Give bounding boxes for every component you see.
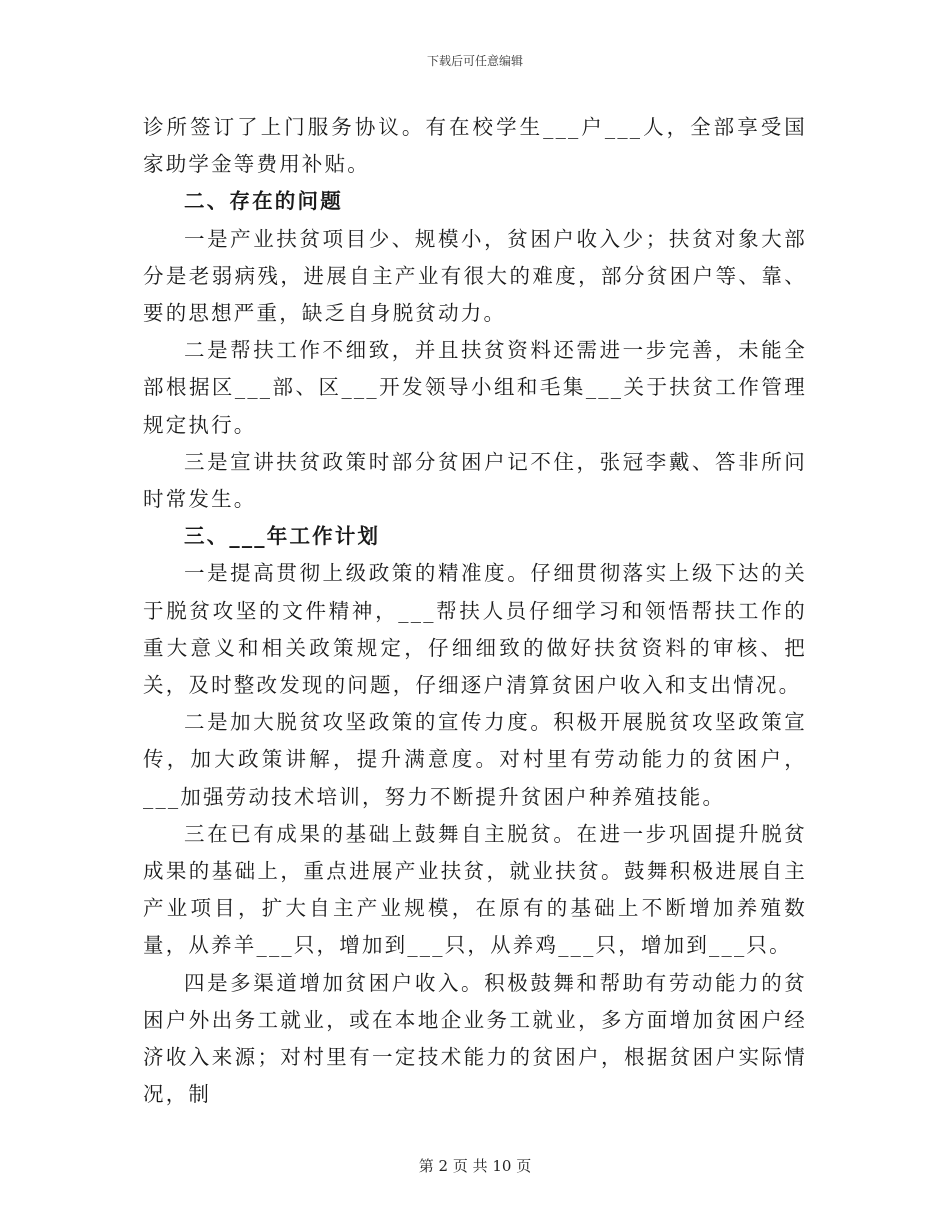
paragraph-plan-1: 一是提高贯彻上级政策的精准度。仔细贯彻落实上级下达的关于脱贫攻坚的文件精神，___帮扶人员仔细学习和领悟帮扶工作的重大意义和相关政策规定，仔细细致的做好扶贫资料的审核、把关，及时整改发现的问题，仔细逐户清算贫困户收入和支出情况。 bbox=[143, 561, 807, 698]
paragraph-plan-4: 四是多渠道增加贫困户收入。积极鼓舞和帮助有劳动能力的贫困户外出务工就业，或在本地企业务工就业，多方面增加贫困户经济收入来源；对村里有一定技术能力的贫困户，根据贫困户实际情况，制 bbox=[143, 970, 807, 1107]
paragraph-plan-2: 二是加大脱贫攻坚政策的宣传力度。积极开展脱贫攻坚政策宣传，加大政策讲解，提升满意度。对村里有劳动能力的贫困户，___加强劳动技术培训，努力不断提升贫困户种养殖技能。 bbox=[143, 710, 807, 809]
page-footer: 第 2 页 共 10 页 bbox=[418, 1157, 532, 1175]
section-heading-work-plan: 三、___年工作计划 bbox=[184, 524, 381, 549]
paragraph-problem-2: 二是帮扶工作不细致，并且扶贫资料还需进一步完善，未能全部根据区___部、区___开发领导小组和毛集___关于扶贫工作管理规定执行。 bbox=[143, 338, 807, 437]
paragraph-problem-1: 一是产业扶贫项目少、规模小，贫困户收入少；扶贫对象大部分是老弱病残，进展自主产业有很大的难度，部分贫困户等、靠、要的思想严重，缺乏自身脱贫动力。 bbox=[143, 226, 807, 326]
paragraph-plan-3: 三在已有成果的基础上鼓舞自主脱贫。在进一步巩固提升脱贫成果的基础上，重点进展产业扶贫，就业扶贫。鼓舞积极进展自主产业项目，扩大自主产业规模，在原有的基础上不断增加养殖数量，从养羊___只，增加到___只，从养鸡___只，增加到___只。 bbox=[143, 821, 807, 958]
document-body bbox=[143, 109, 807, 1113]
section-heading-problems: 二、存在的问题 bbox=[184, 189, 343, 214]
page-header: 下载后可任意编辑 bbox=[426, 54, 523, 68]
paragraph-problem-3: 三是宣讲扶贫政策时部分贫困户记不住，张冠李戴、答非所问时常发生。 bbox=[143, 449, 807, 512]
paragraph-continued: 诊所签订了上门服务协议。有在校学生___户___人，全部享受国家助学金等费用补贴。 bbox=[143, 115, 807, 177]
